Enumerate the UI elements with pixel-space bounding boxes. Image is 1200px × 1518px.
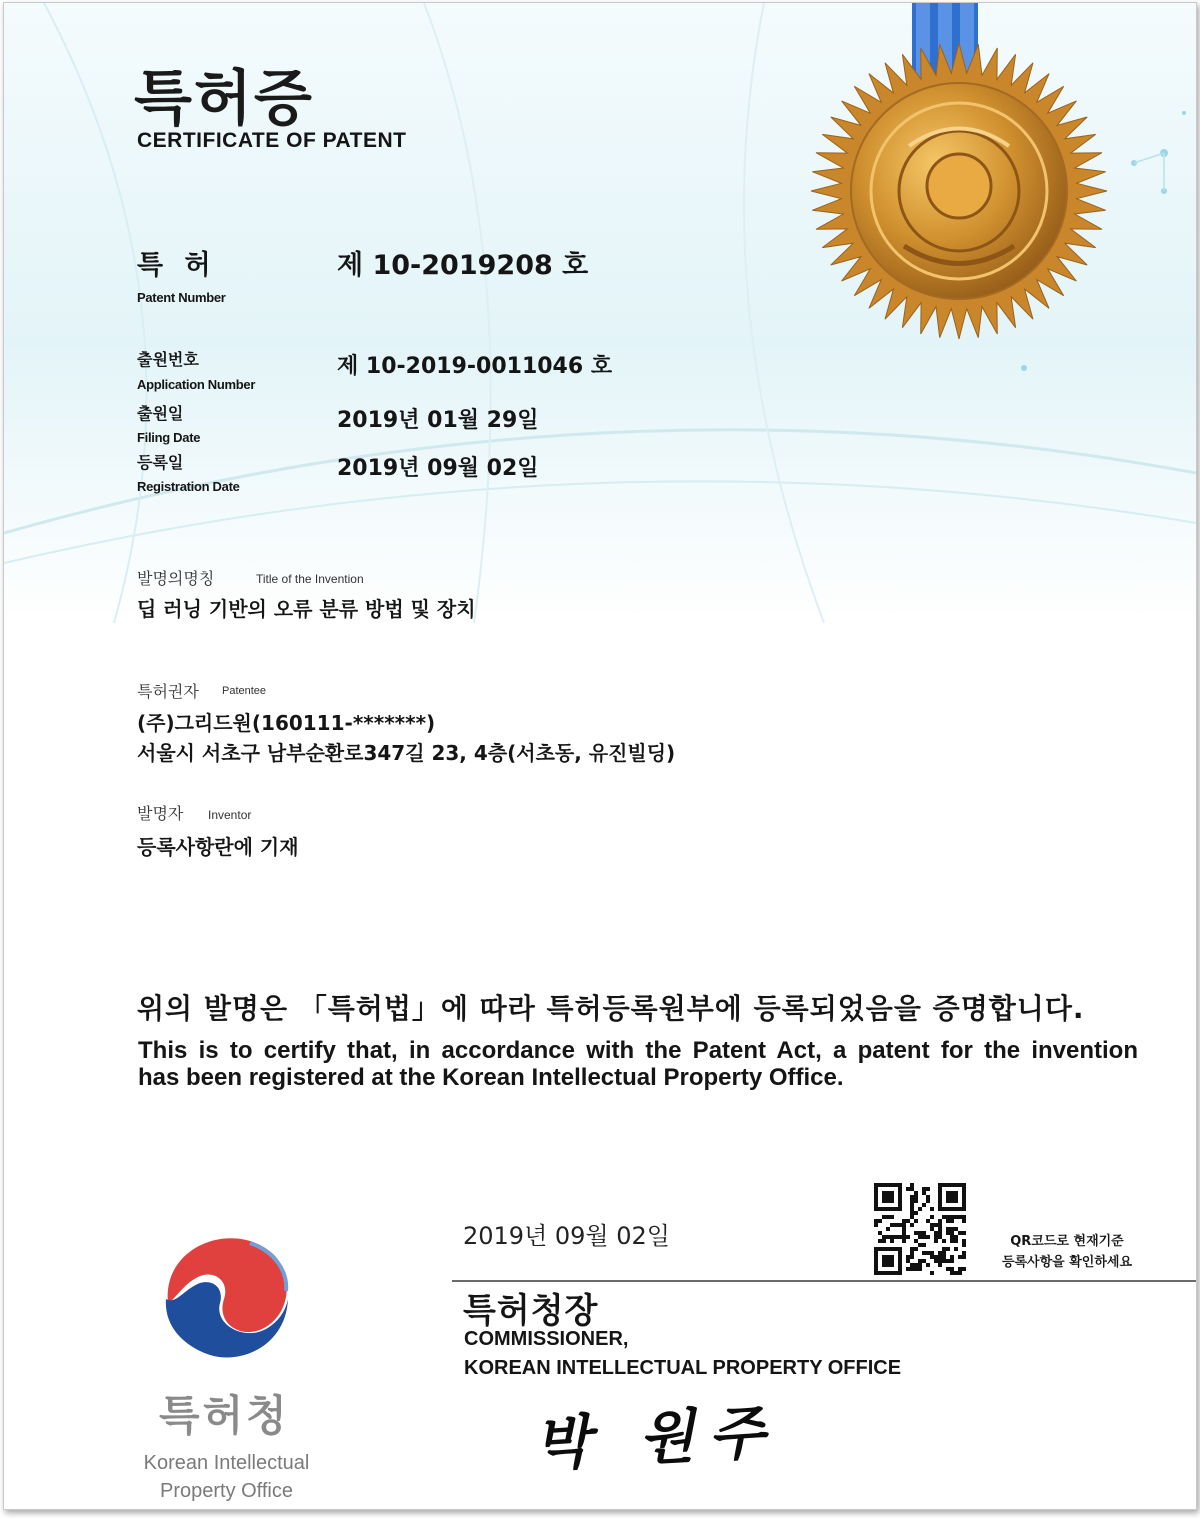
kipo-name-en [124, 1449, 329, 1505]
registration-date-value: 2019년 09월 02일 [337, 456, 539, 481]
issue-date: 2019년 09월 02일 [463, 1222, 670, 1250]
qr-instruction [982, 1231, 1152, 1273]
certification-en-line2: has been registered at the Korean Intellectual Property Office. [138, 1064, 844, 1091]
certification-statement-en [138, 1037, 1138, 1091]
patent-number-label-ko: 특 허 [137, 250, 217, 281]
patentee-name: (주)그리드원(160111-*******) [137, 711, 436, 735]
inventor-label-en: Inventor [208, 808, 252, 822]
inventor-value: 등록사항란에 기재 [137, 835, 299, 859]
application-number-label-ko: 출원번호 [137, 350, 199, 369]
qr-code-icon[interactable] [874, 1183, 966, 1275]
gold-seal-icon [809, 41, 1109, 341]
certification-en-line1: This is to certify that, in accordance with the Patent Act, a patent for the invention [138, 1037, 1138, 1064]
certificate-title-en: CERTIFICATE OF PATENT [137, 129, 407, 152]
kipo-name-en-line1: Korean Intellectual [143, 1452, 310, 1474]
patentee-label-ko: 특허권자 [137, 682, 199, 701]
filing-date-label-ko: 출원일 [137, 404, 184, 423]
patentee-label-en: Patentee [222, 685, 267, 697]
certificate-title-ko: 특허증 [134, 64, 314, 134]
invention-title-value: 딥 러닝 기반의 오류 분류 방법 및 장치 [137, 597, 476, 621]
patent-certificate [3, 2, 1197, 1510]
commissioner-title-ko: 특허청장 [463, 1291, 599, 1331]
commissioner-title-en-line1: COMMISSIONER, [464, 1328, 629, 1350]
qr-instruction-line2: 등록사항을 확인하세요 [1001, 1255, 1133, 1270]
divider-line [452, 1280, 1196, 1282]
registration-date-label-en: Registration Date [137, 479, 240, 494]
certification-statement-ko: 위의 발명은 「특허법」에 따라 특허등록원부에 등록되었음을 증명합니다. [137, 992, 1085, 1025]
commissioner-signature: 박 원주 [532, 1397, 781, 1479]
inventor-label-ko: 발명자 [137, 804, 184, 823]
application-number-label-en: Application Number [137, 377, 256, 392]
patentee-address: 서울시 서초구 남부순환로347길 23, 4층(서초동, 유진빌딩) [137, 741, 676, 765]
kipo-name-en-line2: Property Office [159, 1480, 294, 1502]
registration-date-label-ko: 등록일 [137, 453, 184, 472]
kipo-name-ko: 특허청 [159, 1391, 290, 1440]
application-number-value: 제 10-2019-0011046 호 [337, 354, 613, 379]
patent-number-value: 제 10-2019208 호 [337, 250, 589, 281]
kipo-emblem-icon [154, 1225, 304, 1365]
qr-instruction-line1: QR코드로 현재기준 [1010, 1234, 1124, 1249]
invention-title-label-en: Title of the Invention [256, 572, 364, 586]
patent-number-label-en: Patent Number [137, 290, 226, 305]
invention-title-label-ko: 발명의명칭 [137, 569, 215, 588]
filing-date-label-en: Filing Date [137, 430, 201, 445]
commissioner-title-en-line2: KOREAN INTELLECTUAL PROPERTY OFFICE [464, 1357, 902, 1379]
filing-date-value: 2019년 01월 29일 [337, 408, 539, 433]
